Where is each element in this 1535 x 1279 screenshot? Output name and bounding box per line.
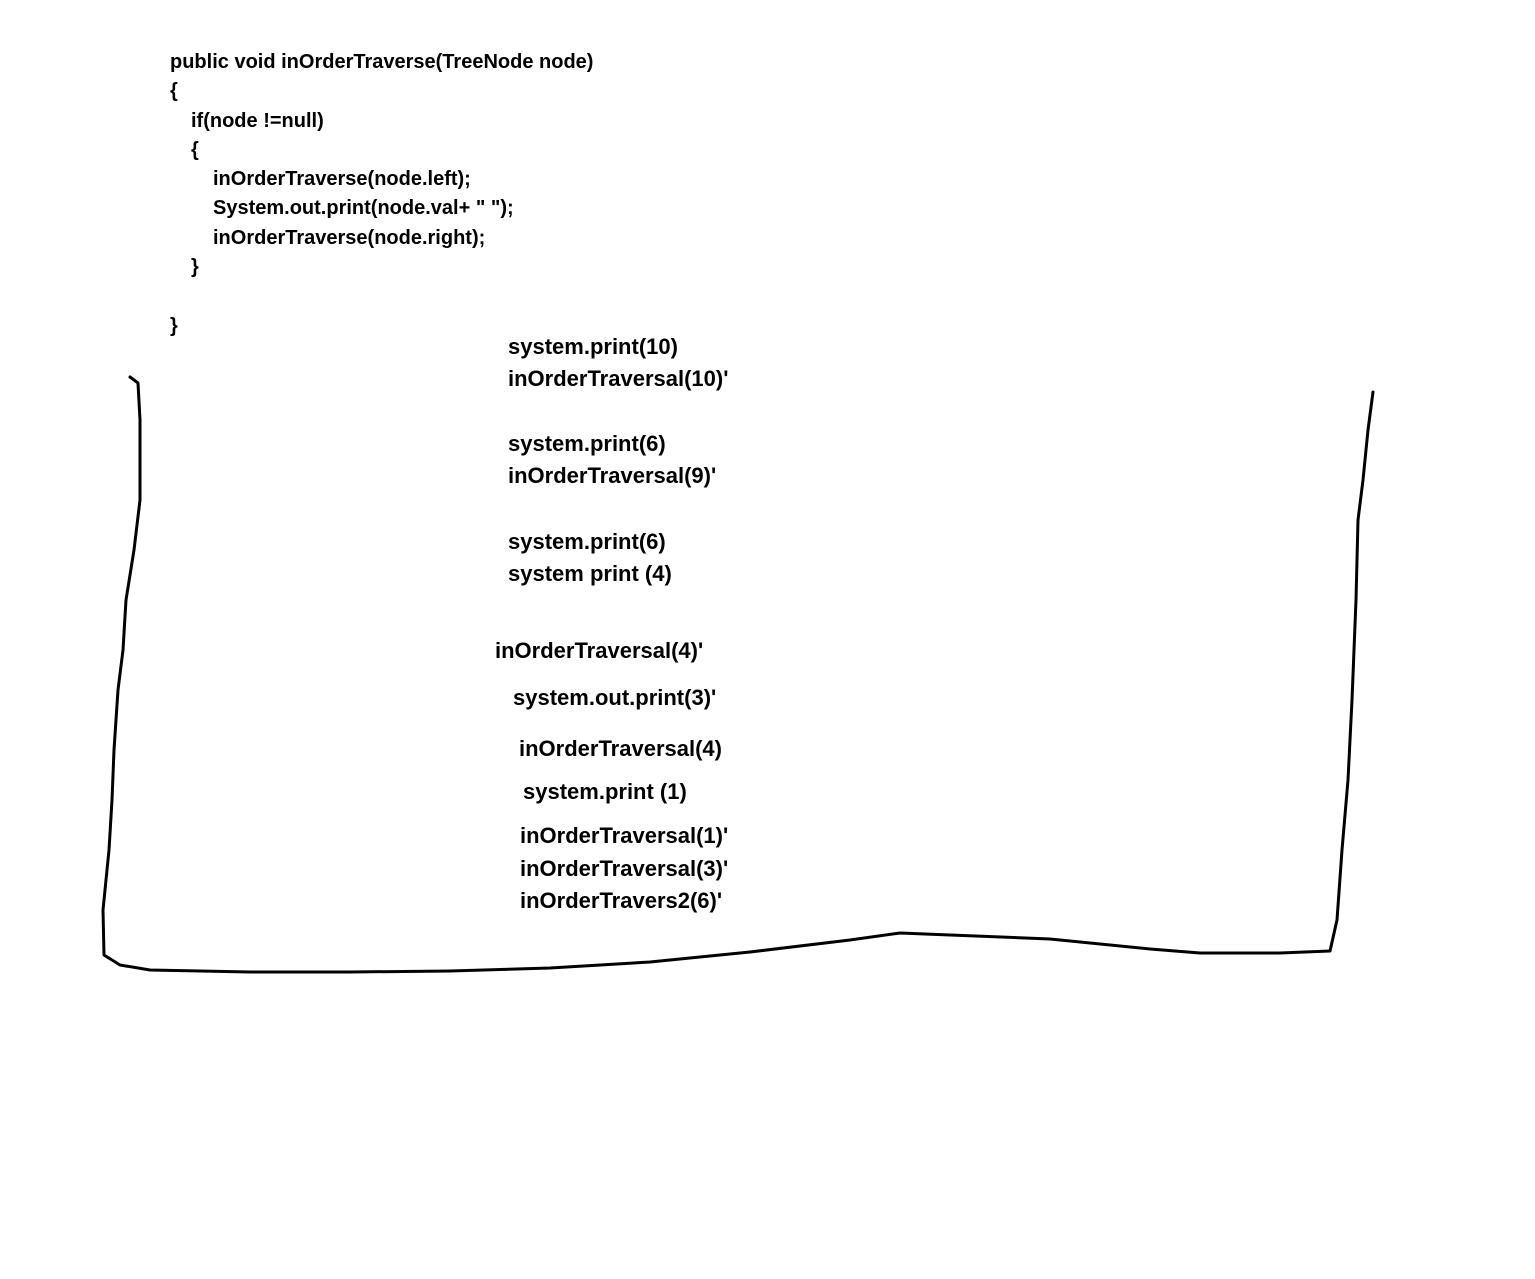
code-line-traverse-left: inOrderTraverse(node.left); bbox=[213, 168, 471, 191]
trace-line: system.print(10) bbox=[508, 334, 678, 359]
code-line-traverse-right: inOrderTraverse(node.right); bbox=[213, 226, 486, 249]
code-line-close-brace: } bbox=[170, 314, 178, 337]
trace-line: inOrderTraversal(10)' bbox=[508, 366, 729, 391]
trace-line: inOrderTraversal(4) bbox=[519, 736, 722, 761]
code-line-print: System.out.print(node.val+ " "); bbox=[213, 197, 514, 220]
code-line-if: if(node !=null) bbox=[191, 109, 324, 132]
hand-drawn-box-outline bbox=[103, 377, 1373, 972]
code-listing bbox=[170, 48, 593, 341]
trace-line: system.print (1) bbox=[523, 779, 687, 804]
code-line-if-close-brace: } bbox=[191, 256, 199, 279]
code-line-if-open-brace: { bbox=[191, 138, 199, 161]
trace-line: system.print(6) bbox=[508, 431, 666, 456]
trace-line: inOrderTraversal(9)' bbox=[508, 463, 717, 488]
code-line-open-brace: { bbox=[170, 80, 178, 103]
trace-line: system.print(6) bbox=[508, 529, 666, 554]
trace-line: system print (4) bbox=[508, 561, 672, 586]
trace-line: inOrderTraversal(4)' bbox=[495, 638, 704, 663]
code-line-signature: public void inOrderTraverse(TreeNode node) bbox=[170, 51, 594, 73]
trace-line: inOrderTravers2(6)' bbox=[520, 888, 723, 913]
trace-line: inOrderTraversal(3)' bbox=[520, 856, 729, 881]
trace-line: inOrderTraversal(1)' bbox=[520, 823, 729, 848]
code-line-blank bbox=[170, 282, 593, 311]
trace-line: system.out.print(3)' bbox=[513, 685, 717, 710]
